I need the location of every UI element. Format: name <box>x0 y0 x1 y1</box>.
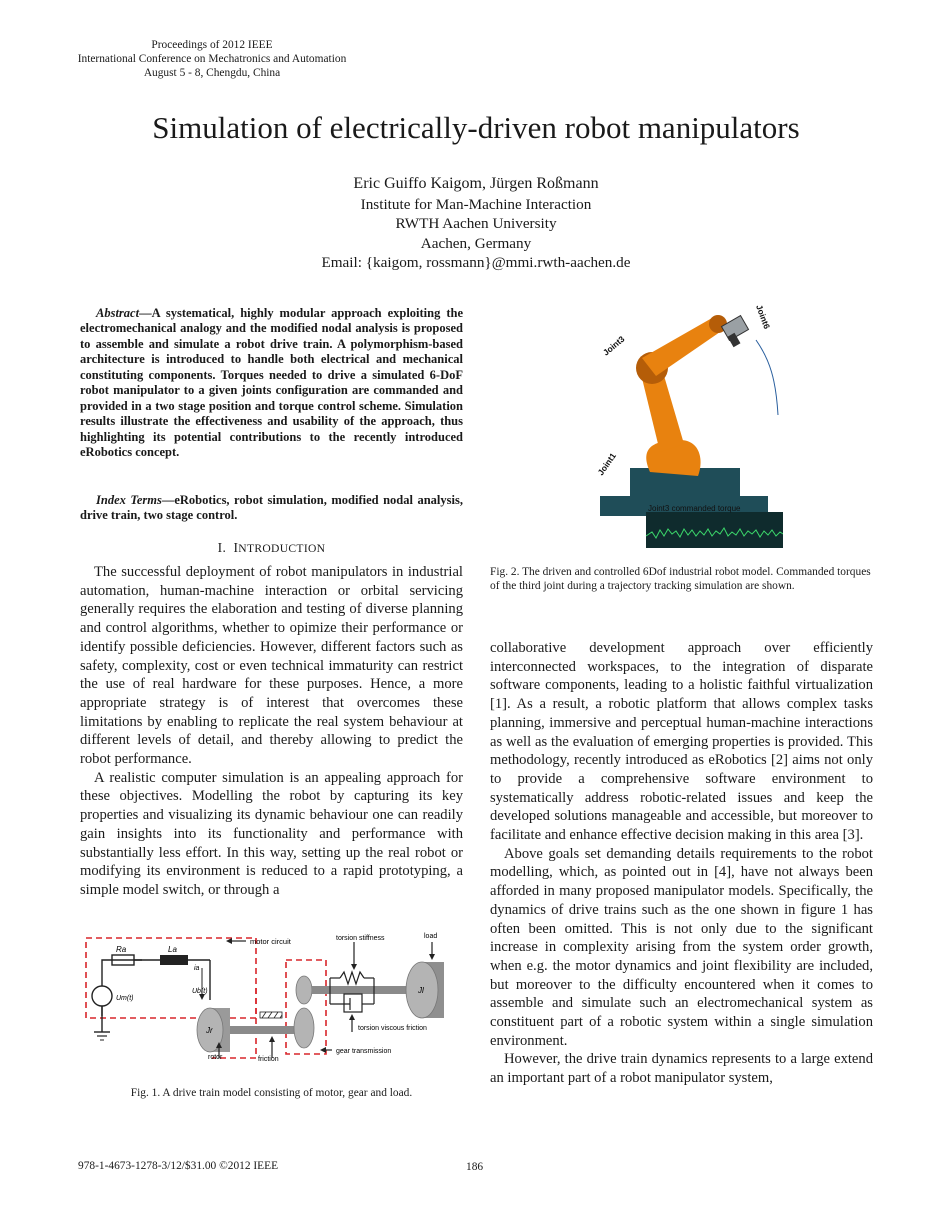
footer-isbn: 978-1-4673-1278-3/12/$31.00 ©2012 IEEE <box>78 1160 279 1172</box>
abstract-label: Abstract <box>96 306 140 320</box>
inductor-la <box>160 955 188 965</box>
section-initial: I <box>233 540 239 555</box>
label-gear-transmission: gear transmission <box>336 1048 392 1055</box>
label-ub: Ub(t) <box>192 988 208 995</box>
voltage-source <box>92 986 112 1006</box>
figure-1-drive-train <box>82 928 466 1066</box>
label-ra: Ra <box>116 945 127 954</box>
label-ia: ia <box>194 965 200 972</box>
label-joint3: Joint3 <box>600 333 627 358</box>
abstract-dash: — <box>139 306 152 320</box>
affiliation-line-2: RWTH Aachen University <box>395 215 557 233</box>
label-load: load <box>424 933 438 940</box>
gear-small <box>296 976 312 1004</box>
abstract <box>80 306 463 461</box>
proceedings-header <box>40 38 384 81</box>
figure-2-caption: Fig. 2. The driven and controlled 6Dof industrial robot model. Commanded torques of the third joint during a trajectory tracking simulation are shown. <box>490 566 871 593</box>
label-torsion-viscous-friction: torsion viscous friction <box>358 1025 427 1032</box>
author-email: Email: {kaigom, rossmann}@mmi.rwth-aachen.de <box>321 253 631 271</box>
page-number: 186 <box>466 1161 484 1173</box>
figure-2-robot <box>580 300 783 548</box>
index-terms-label: Index Terms <box>96 493 162 507</box>
section-number: I. <box>217 540 227 555</box>
paragraph: A realistic computer simulation is an appealing approach for these objectives. Modelling the robot by capturing its key properties and visualizing its dynamic behaviour one can readily gain insights into its functionality and performance with substantially less effort. In this way, setting up the real robot or modifying its environment is reduced to a rapid prototyping, a simple model switch, or through a <box>80 769 463 898</box>
torque-plot <box>646 512 783 548</box>
label-jl: Jl <box>418 986 424 995</box>
paragraph: Above goals set demanding details requirements to the robot modelling, which, as pointed out in [4], have not always been afforded in many proposed manipulator models. Specifically, the dynamics of drive trains such as the one shown in figure 1 has often been omitted. This is not only due to the significant increase in complexity arising from the system order growth, when e.g. the motor dynamics and joint flexibility are included, but moreover to the difficulty encountered when it comes to assemble and simulate such an electromechanical system as constituent part of a robotic system within a single simulation environment. <box>490 845 873 1049</box>
paragraph: collaborative development approach over efficiently interconnected workspaces, to the integration of disparate software components, leading to a holistic faithful virtualization [1]. As a result, a robotic platform that allows complex tasks planning, immersive and perceptual human-machine interactions as well as the evaluation of emerging properties is provided. This methodology, recently introduced as eRobotics [2] aims not only to provide a comprehensive software environment to systematically address robotic-related issues and keep the developed solutions manageable and accessible, but moreover to facilitate and enhance effective decision making in this area [3]. <box>490 640 873 844</box>
figure-1-caption: Fig. 1. A drive train model consisting of motor, gear and load. <box>130 1087 413 1099</box>
paragraph: The successful deployment of robot manipulators in industrial automation, human-machine interaction or orbital servicing generally requires the elaboration and testing of diverse planning and control algorithms, whether to opimize their performance or identify possible deficiencies. However, different factors such as safety, complexity, cost or even technical immaturity can restrict the use of real hardware for these purposes. Hence, a more appropriate strategy is of interest that overcomes these limitations by enabling to replicate the real system behaviour at different levels of detail, and thereby allowing to predict the robot performance. <box>80 564 463 768</box>
author-names: Eric Guiffo Kaigom, Jürgen Roßmann <box>353 175 599 192</box>
label-motor-circuit: motor circuit <box>250 937 291 946</box>
affiliation-line-3: Aachen, Germany <box>420 234 532 252</box>
torsion-damper <box>344 994 362 1012</box>
index-terms-dash: — <box>161 493 175 507</box>
label-torque: Joint3 commanded torque <box>648 504 741 513</box>
label-rotor: rotor <box>208 1054 223 1061</box>
section-heading-introduction <box>80 540 463 556</box>
paper-title: Simulation of electrically-driven robot manipulators <box>152 110 800 145</box>
label-joint6: Joint6 <box>754 303 773 331</box>
affiliation-line-1: Institute for Man-Machine Interaction <box>360 196 592 214</box>
label-um: Um(t) <box>116 995 134 1002</box>
proceedings-line-3: August 5 - 8, Chengdu, China <box>143 67 281 80</box>
label-torsion-stiffness: torsion stiffness <box>336 935 385 942</box>
torsion-spring <box>340 972 364 984</box>
label-jr: Jr <box>206 1026 213 1035</box>
label-joint1: Joint1 <box>595 450 618 478</box>
section-rest: NTRODUCTION <box>238 542 326 555</box>
index-terms-text: eRobotics, robot simulation, modified nodal analysis, drive train, two stage control. <box>80 493 463 523</box>
left-column-body <box>80 563 463 900</box>
paragraph: However, the drive train dynamics represents to a large extend an important part of a robot manipulator system, <box>490 1051 873 1087</box>
label-friction: friction <box>258 1056 279 1063</box>
abstract-text: A systematical, highly modular approach exploiting the electromechanical analogy and the modified nodal analysis is proposed to assemble and simulate a robot drive train. A polymorphism-based architecture is introduced to handle both electrical and mechanical constituting components. Torques needed to drive a simulated 6-DoF robot manipulator to a given joints configuration are commanded and provided in a two stage position and torque control scheme. Simulation results illustrate the effectiveness and usability of the approach, thus highlighting its potential contributions to the recently introduced eRobotics concept. <box>80 306 463 460</box>
right-column-body <box>490 639 873 1088</box>
proceedings-line-1: Proceedings of 2012 IEEE <box>151 39 273 51</box>
proceedings-line-2: International Conference on Mechatronics and Automation <box>77 53 347 66</box>
label-la: La <box>168 945 177 954</box>
gear-large <box>294 1008 314 1048</box>
index-terms <box>80 493 463 524</box>
author-block <box>0 174 952 272</box>
